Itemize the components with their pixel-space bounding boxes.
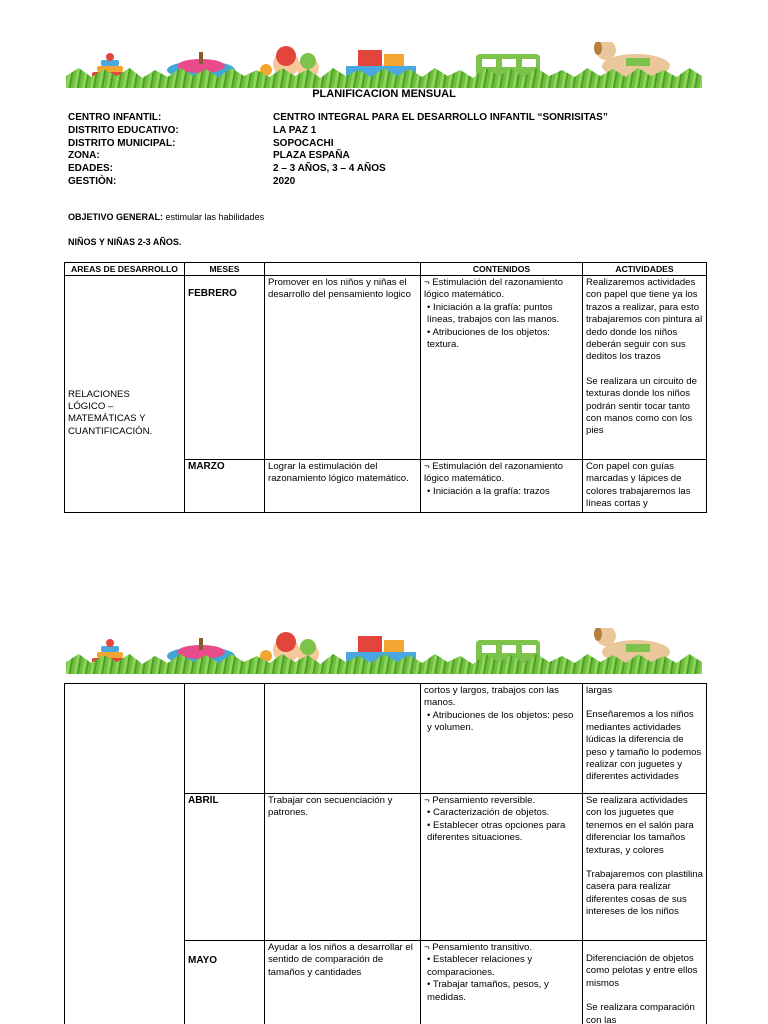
contenido-item: • Caracterización de objetos. <box>427 807 550 819</box>
info-label: DISTRITO MUNICIPAL: <box>68 137 176 149</box>
mes-febrero: FEBRERO <box>188 288 237 299</box>
actividades-cell: Con papel con guías marcadas y lápices de colores trabajaremos las líneas cortas y <box>583 460 707 513</box>
actividad-item: Se realizara comparación con las <box>586 1002 695 1024</box>
contenido-item: • Establecer otras opciones para diferentes situaciones. <box>427 819 566 844</box>
info-row <box>68 163 608 176</box>
info-value: LA PAZ 1 <box>273 124 317 136</box>
info-label: EDADES: <box>68 163 114 175</box>
mes-cell <box>185 276 265 460</box>
contenidos-cell <box>421 460 583 513</box>
header-contenidos: CONTENIDOS <box>421 263 583 276</box>
contenido-item: ¬ Estimulación del razonamiento lógico matemático. <box>424 461 563 485</box>
objetivo-text: estimular las habilidades <box>163 212 265 222</box>
objetivo-cell: Trabajar con secuenciación y patrones. <box>265 794 421 941</box>
table-row <box>65 276 707 460</box>
actividad-item: Trabajaremos con plastilina casera para realizar diferentes cosas de sus intereses de los niños <box>586 869 703 918</box>
info-label: GESTIÒN: <box>68 175 117 187</box>
contenidos-cell <box>421 684 583 794</box>
actividades-cell <box>583 794 707 941</box>
info-value: 2 – 3 AÑOS, 3 – 4 AÑOS <box>273 163 386 175</box>
objetivo-general <box>68 212 264 222</box>
contenidos-cell <box>421 941 583 1024</box>
info-block <box>68 112 608 189</box>
mes-cell <box>185 794 265 941</box>
planning-table-continued <box>64 683 707 1024</box>
info-value: SOPOCACHI <box>273 137 334 149</box>
actividades-cell <box>583 941 707 1024</box>
actividad-item: Diferenciación de objetos como pelotas y entre ellos mismos <box>586 953 698 989</box>
contenido-item: • Trabajar tamaños, pesos, y medidas. <box>427 979 549 1003</box>
mes-marzo: MARZO <box>188 461 225 472</box>
header-banner <box>66 628 702 674</box>
objetivo-cell: Promover en los niños y niñas el desarrollo del pensamiento logico <box>265 276 421 460</box>
header-banner <box>66 42 702 88</box>
header-meses: MESES <box>185 263 265 276</box>
area-cell <box>65 684 185 1024</box>
objetivo-cell: Ayudar a los niños a desarrollar el sentido de comparación de tamaños y cantidades <box>265 941 421 1024</box>
info-row <box>68 150 608 163</box>
area-cell <box>65 276 185 513</box>
info-row <box>68 112 608 125</box>
planning-table <box>64 262 707 513</box>
contenido-item: • Iniciación a la grafía: puntos líneas, trabajos con las manos. <box>427 301 560 326</box>
contenido-item: • Atribuciones de los objetos: peso y volumen. <box>427 709 574 734</box>
contenido-item: ¬ Pensamiento transitivo. <box>424 942 532 953</box>
info-label: CENTRO INFANTIL: <box>68 112 162 123</box>
info-row <box>68 125 608 138</box>
actividad-item: Enseñaremos a los niños mediantes actividades lúdicas la diferencia de peso y tamaño lo podemos realizar con juguetes y diferentes actividades <box>586 709 702 783</box>
grupo-heading: NIÑOS Y NIÑAS 2-3 AÑOS. <box>68 237 182 247</box>
objetivo-cell: Lograr la estimulación del razonamiento lógico matemático. <box>265 460 421 513</box>
info-label: ZONA: <box>68 150 100 162</box>
header-areas: AREAS DE DESARROLLO <box>65 263 185 276</box>
contenido-item: • Establecer relaciones y comparaciones. <box>427 954 533 978</box>
objetivo-label: OBJETIVO GENERAL: <box>68 212 164 222</box>
contenido-item: • Iniciación a la grafía: trazos <box>427 485 550 497</box>
header-actividades: ACTIVIDADES <box>583 263 707 276</box>
objetivo-cell <box>265 684 421 794</box>
header-objetivo <box>265 263 421 276</box>
actividades-cell <box>583 276 707 460</box>
mes-cell <box>185 460 265 513</box>
mes-cell <box>185 941 265 1024</box>
mes-mayo: MAYO <box>188 955 218 966</box>
info-value: PLAZA ESPAÑA <box>273 150 350 162</box>
contenidos-cell <box>421 794 583 941</box>
page-title: PLANIFICACION MENSUAL <box>312 88 456 100</box>
contenido-item: • Atribuciones de los objetos: textura. <box>427 326 550 351</box>
contenido-item: cortos y largos, trabajos con las manos. <box>424 685 559 709</box>
mes-abril: ABRIL <box>188 795 219 806</box>
contenido-item: ¬ Estimulación del razonamiento lógico matemático. <box>424 277 563 301</box>
actividad-item: Se realizara actividades con los juguetes que tenemos en el salón para diferenciar los tamaños texturas, y colores <box>586 795 694 856</box>
actividades-cell <box>583 684 707 794</box>
mes-cell <box>185 684 265 794</box>
table-header-row <box>65 263 707 276</box>
actividad-item: largas <box>586 685 613 696</box>
area-text: RELACIONES LÓGICO – MATEMÁTICAS Y CUANTIFICACIÓN. <box>68 388 153 437</box>
table-row <box>65 684 707 794</box>
info-value: 2020 <box>273 175 296 187</box>
actividad-item: Se realizara un circuito de texturas donde los niños podrán sentir tocar tanto con manos como con los pies <box>586 375 697 437</box>
info-value: CENTRO INTEGRAL PARA EL DESARROLLO INFANTIL “SONRISITAS” <box>273 112 608 123</box>
contenidos-cell <box>421 276 583 460</box>
actividad-item: Realizaremos actividades con papel que tiene ya los trazos a realizar, para esto trabajaremos con pintura al dedo donde los niños deberán seguir con sus deditos los trazos <box>586 277 703 363</box>
info-label: DISTRITO EDUCATIVO: <box>68 124 179 136</box>
info-row <box>68 176 608 189</box>
contenido-item: ¬ Pensamiento reversible. <box>424 795 536 806</box>
info-row <box>68 138 608 151</box>
